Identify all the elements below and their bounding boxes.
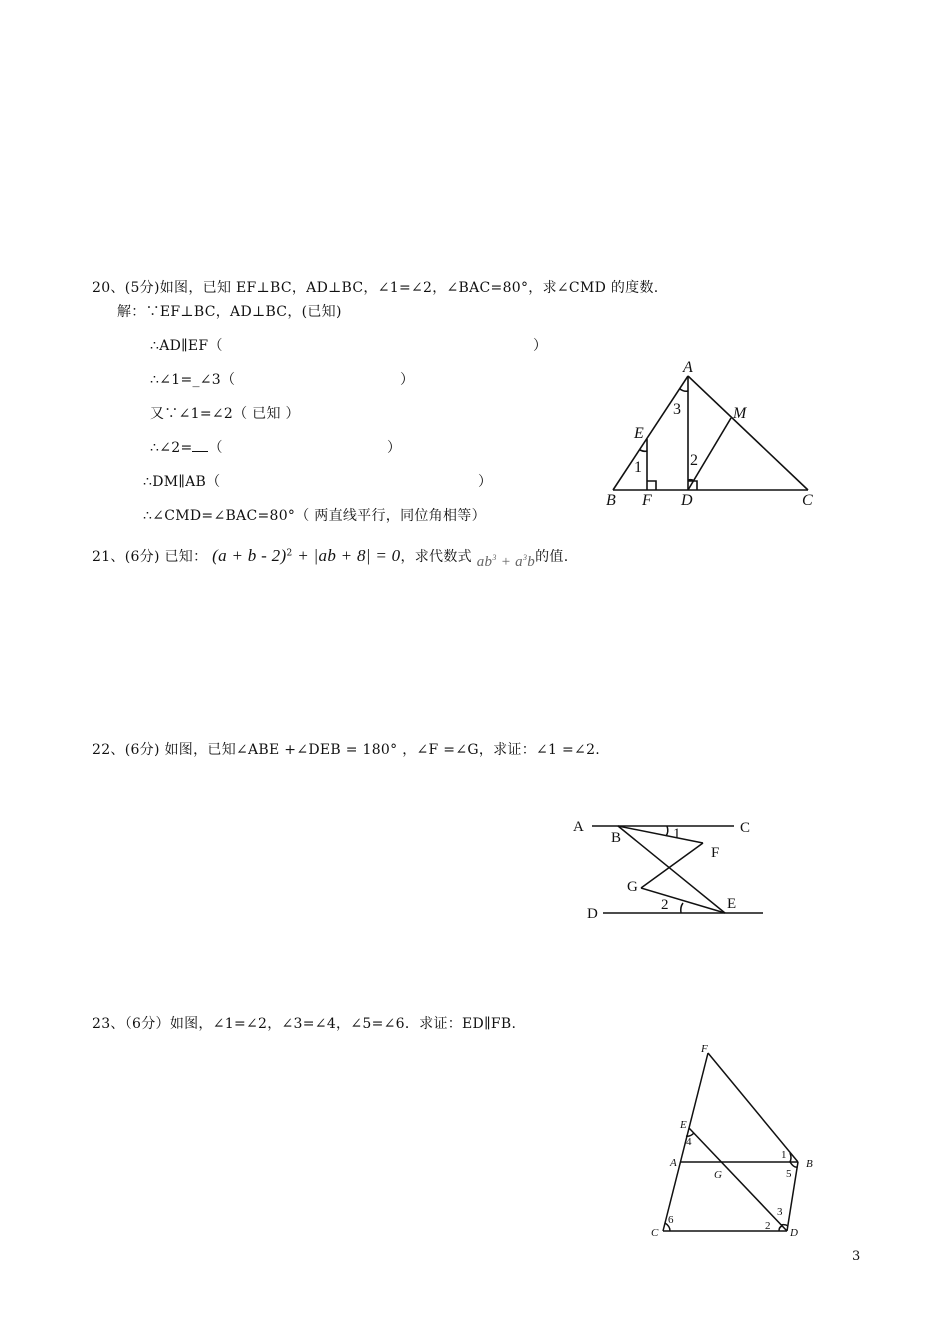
q20-line-2: ∴AD∥EF（ <box>150 338 223 354</box>
q20-line-4: 又∵∠1=∠2（ 已知 ） <box>150 406 300 422</box>
label-6: 6 <box>668 1214 674 1226</box>
q21-eq-a-sup: 2 <box>286 548 293 559</box>
q21-eq-a: (a + b - 2) <box>212 546 287 565</box>
label-G: G <box>627 879 638 895</box>
q20-line-5-close: ） <box>387 440 402 456</box>
q20-line-7: ∴∠CMD=∠BAC=80°（ 两直线平行，同位角相等） <box>143 508 486 524</box>
label-F: F <box>642 492 652 509</box>
label-B: B <box>806 1158 813 1170</box>
label-A: A <box>683 359 693 376</box>
label-B: B <box>611 830 622 846</box>
label-1: 1 <box>634 459 642 476</box>
label-2: 2 <box>690 452 698 469</box>
label-1: 1 <box>673 826 681 842</box>
q20-line-6-close: ） <box>478 474 493 490</box>
label-C: C <box>802 492 813 509</box>
angle-1-arc <box>790 1153 791 1162</box>
label-E: E <box>727 896 737 912</box>
label-2: 2 <box>765 1220 771 1232</box>
q21-expr-a: ab <box>476 554 493 570</box>
label-A: A <box>573 819 584 835</box>
q20-line-5-text: ∴∠2= <box>150 440 193 456</box>
q20-line-3-close: ） <box>400 372 415 388</box>
label-E: E <box>634 425 644 442</box>
label-G: G <box>714 1169 722 1181</box>
q21-expr-b: + a <box>500 554 523 570</box>
q20-line-3: ∴∠1=_∠3（ <box>150 372 236 388</box>
q22-question: 22、(6分) 如图，已知∠ABE +∠DEB = 180° ，∠F =∠G，求证：∠1 =∠2. <box>92 742 601 758</box>
q21-suffix: 的值. <box>535 549 569 565</box>
label-4: 4 <box>686 1136 692 1148</box>
label-E: E <box>680 1119 687 1131</box>
page-number: 3 <box>852 1249 861 1264</box>
q20-line-6: ∴DM∥AB（ <box>143 474 221 490</box>
q21-mid: ，求代数式 <box>400 549 472 565</box>
label-D: D <box>790 1227 798 1239</box>
label-C: C <box>651 1227 659 1239</box>
label-3: 3 <box>673 401 681 418</box>
q20-line-1: 解：∵EF⊥BC，AD⊥BC，(已知) <box>117 304 342 320</box>
label-C: C <box>740 820 751 836</box>
label-D: D <box>681 492 693 509</box>
q21-expr-c: b <box>527 554 536 570</box>
q20-question: 20、(5分)如图，已知 EF⊥BC，AD⊥BC，∠1=∠2，∠BAC=80°，求∠CMD 的度数. <box>92 280 659 296</box>
label-B: B <box>606 492 616 509</box>
line-ED <box>689 1128 787 1231</box>
label-F: F <box>701 1043 708 1055</box>
q21-expr-a-sup: 3 <box>492 553 497 562</box>
q23-question: 23、（6分）如图，∠1=∠2，∠3=∠4，∠5=∠6．求证：ED∥FB. <box>92 1016 517 1032</box>
q21-prefix: 21、(6分) 已知： <box>92 549 208 565</box>
label-F: F <box>711 845 720 861</box>
label-M: M <box>733 405 747 422</box>
q20-line-5-open: （ <box>208 440 223 456</box>
angle-5-arc <box>790 1162 797 1167</box>
q20-line-2-close: ） <box>533 338 548 354</box>
label-D: D <box>587 906 598 922</box>
label-5: 5 <box>786 1168 792 1180</box>
label-2: 2 <box>661 897 669 913</box>
label-1: 1 <box>781 1149 787 1161</box>
q21-eq-b: + |ab + 8| = 0 <box>297 546 401 565</box>
q21-expr-b-sup: 3 <box>522 553 528 562</box>
line-FB <box>708 1053 798 1162</box>
label-A: A <box>670 1157 677 1169</box>
label-3: 3 <box>777 1206 783 1218</box>
